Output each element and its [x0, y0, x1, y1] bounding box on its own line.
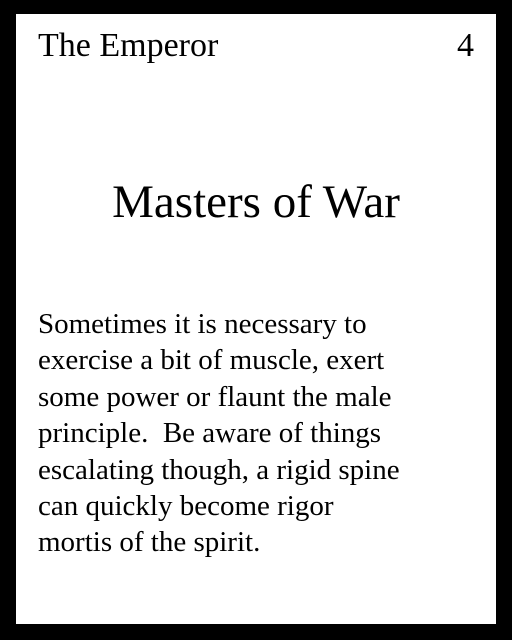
description-line: Sometimes it is necessary to: [38, 308, 367, 340]
card-number: 4: [457, 27, 474, 64]
card-description: [38, 306, 486, 561]
description-line: exercise a bit of muscle, exert: [38, 344, 385, 377]
description-line: mortis of the spirit.: [38, 526, 261, 559]
description-line: principle. Be aware of things: [38, 417, 382, 450]
description-line: can quickly become rigor: [38, 490, 334, 523]
description-line: escalating though, a rigid spine: [38, 453, 400, 486]
card-title: Masters of War: [112, 176, 400, 228]
card-name: The Emperor: [38, 27, 219, 64]
description-line: some power or flaunt the male: [38, 380, 392, 413]
